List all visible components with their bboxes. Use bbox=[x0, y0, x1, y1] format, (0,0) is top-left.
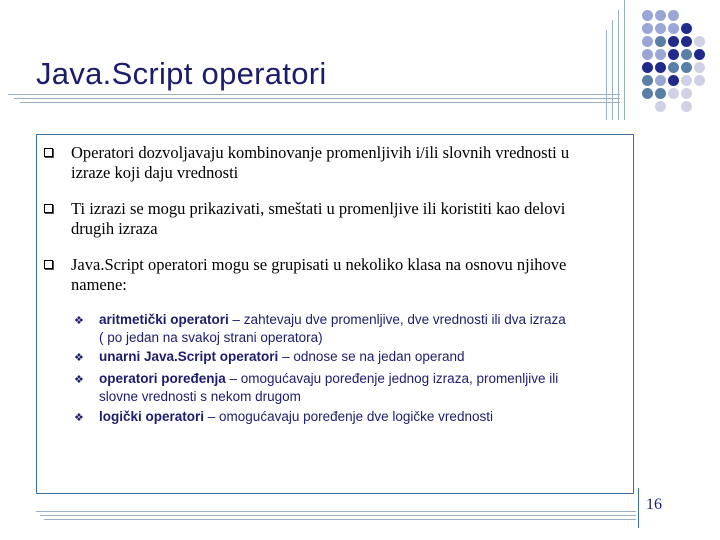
footer-vrule bbox=[638, 488, 639, 528]
dot bbox=[668, 10, 679, 21]
bullet-text-line2: drugih izraza bbox=[71, 219, 158, 238]
bullet-text-line2: izraze koji daju vrednosti bbox=[71, 163, 239, 182]
sub-bullet-text: – odnose se na jedan operand bbox=[278, 349, 465, 364]
dot bbox=[642, 23, 653, 34]
dot bbox=[694, 49, 705, 60]
sub-bullet-bold: logički operatori bbox=[99, 409, 205, 424]
corner-rule-2 bbox=[612, 20, 613, 120]
dot bbox=[681, 101, 692, 112]
sub-bullet-bold: unarni Java.Script operatori bbox=[99, 349, 279, 364]
dot bbox=[694, 75, 705, 86]
dot bbox=[655, 10, 666, 21]
diamond-bullet-icon: ❖ bbox=[74, 352, 84, 364]
bullet-item bbox=[71, 255, 566, 295]
title-rule-3 bbox=[20, 102, 620, 103]
square-bullet-icon bbox=[44, 204, 53, 213]
dot bbox=[681, 75, 692, 86]
sub-bullet-text: – omogućavaju poređenje jednog izraza, promenljive ili bbox=[225, 371, 559, 386]
dot bbox=[655, 49, 666, 60]
dot bbox=[655, 75, 666, 86]
dot bbox=[642, 49, 653, 60]
sub-bullet-item bbox=[74, 370, 559, 406]
dot bbox=[681, 88, 692, 99]
dot bbox=[655, 88, 666, 99]
footer-rule-3 bbox=[44, 519, 636, 520]
dot bbox=[642, 62, 653, 73]
dot bbox=[668, 62, 679, 73]
dot bbox=[681, 49, 692, 60]
dot bbox=[642, 36, 653, 47]
sub-bullet-item bbox=[74, 408, 493, 426]
square-bullet-icon bbox=[44, 148, 53, 157]
dot bbox=[655, 62, 666, 73]
content-box bbox=[36, 134, 634, 494]
sub-bullet-item bbox=[74, 348, 465, 366]
dot bbox=[642, 75, 653, 86]
bullet-item bbox=[71, 143, 569, 183]
dot bbox=[681, 36, 692, 47]
page-number: 16 bbox=[646, 496, 662, 513]
sub-bullet-text: – zahtevaju dve promenljive, dve vrednosti ili dva izraza bbox=[228, 312, 566, 327]
dot bbox=[655, 23, 666, 34]
sub-bullet-line2: ( po jedan na svakoj strani operatora) bbox=[99, 330, 323, 345]
corner-rule-4 bbox=[624, 0, 625, 120]
sub-bullet-item bbox=[74, 311, 566, 347]
bullet-item bbox=[71, 199, 565, 239]
dot bbox=[668, 49, 679, 60]
dot bbox=[668, 88, 679, 99]
dot bbox=[655, 36, 666, 47]
dot bbox=[681, 23, 692, 34]
bullet-text-line1: Ti izrazi se mogu prikazivati, smeštati u promenljive ili koristiti kao delovi bbox=[71, 199, 566, 218]
bullet-text-line1: Operatori dozvoljavaju kombinovanje promenljivih i/ili slovnih vrednosti u bbox=[71, 143, 570, 162]
dot bbox=[694, 36, 705, 47]
slide-title: Java.Script operatori bbox=[36, 56, 327, 91]
dot bbox=[681, 62, 692, 73]
title-rule-1 bbox=[8, 94, 620, 95]
dot bbox=[642, 88, 653, 99]
diamond-bullet-icon: ❖ bbox=[74, 374, 84, 386]
dot bbox=[694, 62, 705, 73]
bullet-text-line2: namene: bbox=[71, 275, 127, 294]
dot bbox=[668, 23, 679, 34]
dot bbox=[655, 101, 666, 112]
footer-rule-2 bbox=[40, 515, 636, 516]
dot bbox=[642, 10, 653, 21]
diamond-bullet-icon: ❖ bbox=[74, 315, 84, 327]
dot bbox=[668, 75, 679, 86]
square-bullet-icon bbox=[44, 260, 53, 269]
sub-bullet-bold: operatori poređenja bbox=[99, 371, 226, 386]
corner-rule-1 bbox=[606, 30, 607, 120]
corner-rule-3 bbox=[618, 10, 619, 120]
diamond-bullet-icon: ❖ bbox=[74, 412, 84, 424]
bullet-text-line1: Java.Script operatori mogu se grupisati u nekoliko klasa na osnovu njihove bbox=[71, 255, 567, 274]
title-rule-2 bbox=[14, 98, 620, 99]
dot bbox=[668, 36, 679, 47]
sub-bullet-bold: aritmetički operatori bbox=[99, 312, 229, 327]
sub-bullet-text: – omogućavaju poređenje dve logičke vrednosti bbox=[204, 409, 493, 424]
sub-bullet-line2: slovne vrednosti s nekom drugom bbox=[99, 389, 301, 404]
footer-rule-1 bbox=[36, 511, 636, 512]
